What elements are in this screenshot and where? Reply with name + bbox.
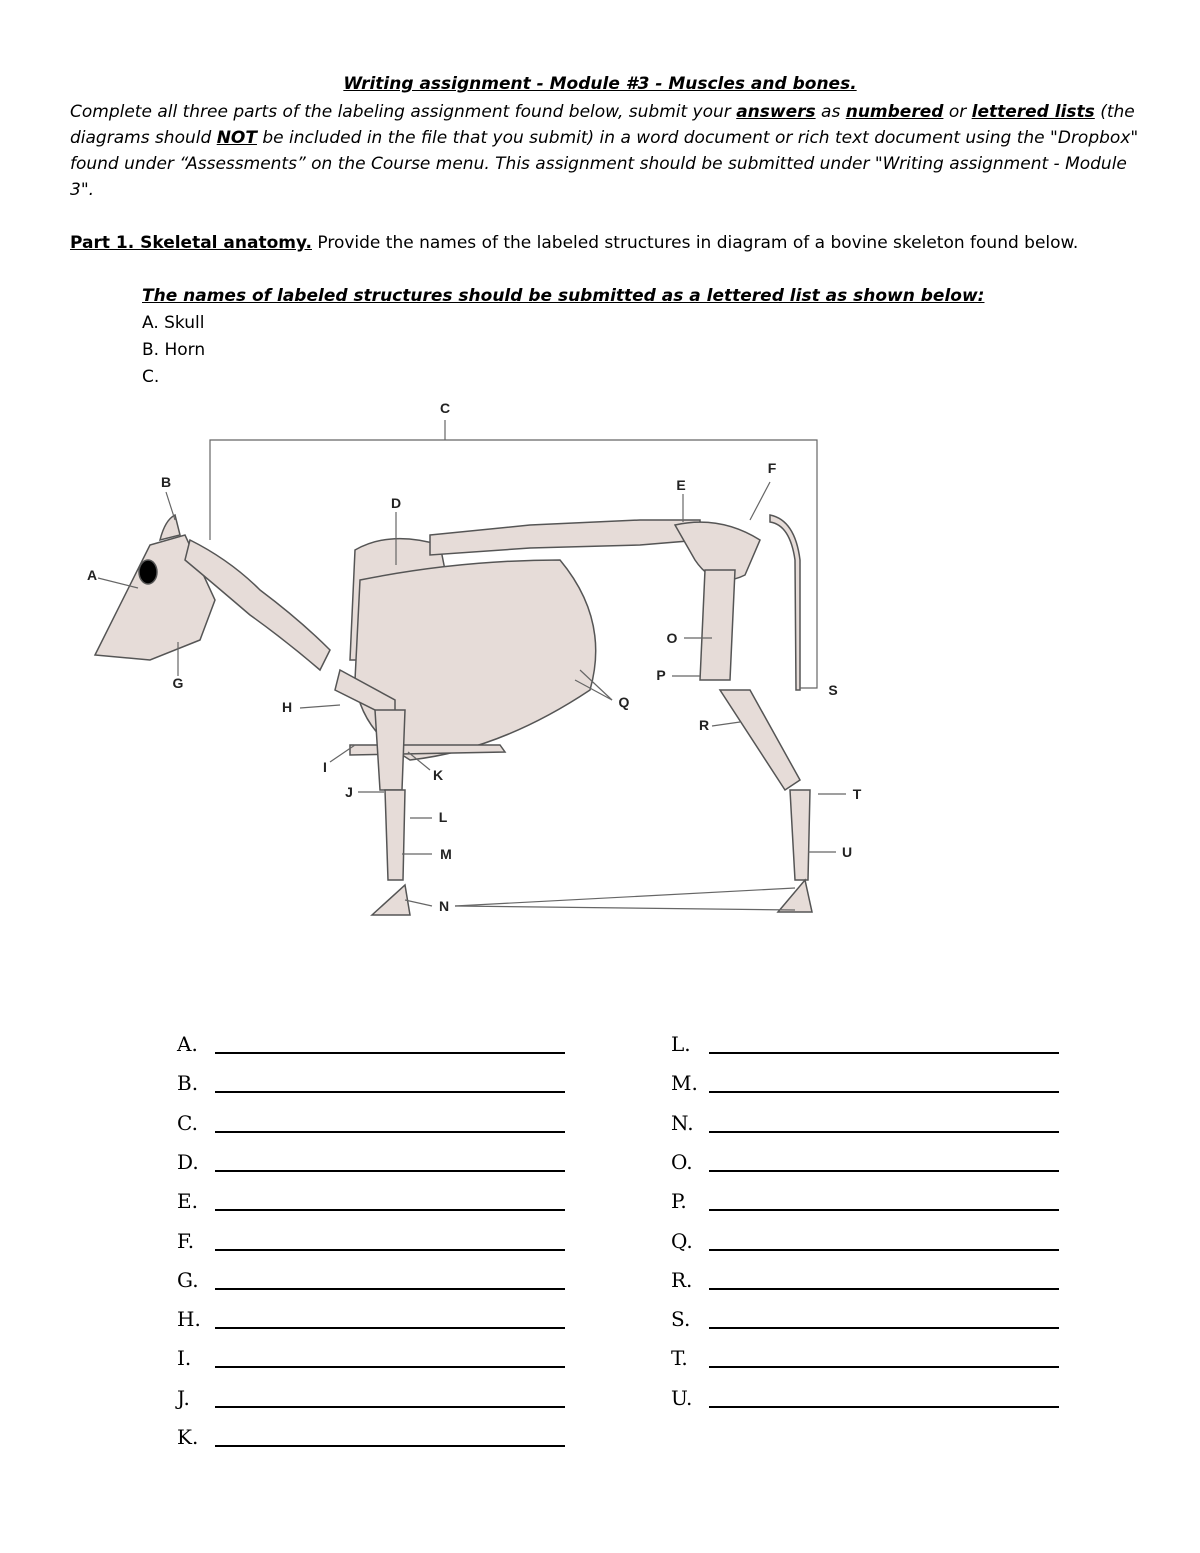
diagram-label-a: A [86, 567, 98, 583]
answer-label: H. [177, 1307, 201, 1332]
answer-blank-line[interactable] [215, 1209, 565, 1211]
intro-numbered: numbered [845, 102, 944, 122]
diagram-label-t: T [852, 786, 862, 802]
diagram-label-r: R [698, 717, 710, 733]
answer-blank-line[interactable] [709, 1288, 1059, 1290]
front-cannon [385, 790, 405, 880]
example-item: C. [142, 367, 160, 387]
tail [770, 515, 800, 690]
answer-label: P. [671, 1189, 687, 1214]
intro-answers: answers [736, 102, 816, 122]
answer-blank-line[interactable] [709, 1249, 1059, 1251]
leader-n2 [455, 906, 795, 910]
answer-blank-line[interactable] [709, 1131, 1059, 1133]
part1-heading: Part 1. Skeletal anatomy. [70, 233, 312, 253]
front-hoof [372, 885, 410, 915]
answer-blank-line[interactable] [709, 1406, 1059, 1408]
diagram-label-o: O [666, 630, 678, 646]
diagram-label-e: E [676, 477, 686, 493]
radius-ulna [375, 710, 405, 790]
bovine-skeleton-diagram [80, 395, 880, 940]
answer-label: Q. [671, 1228, 693, 1253]
diagram-label-q: Q [618, 694, 630, 710]
answer-label: C. [177, 1110, 198, 1135]
assignment-instructions [70, 99, 1140, 203]
leader-f [750, 482, 770, 520]
answer-blank-line[interactable] [215, 1052, 565, 1054]
answer-blank-line[interactable] [709, 1209, 1059, 1211]
diagram-label-g: G [172, 675, 184, 691]
diagram-label-k: K [432, 767, 444, 783]
answer-label: S. [671, 1307, 691, 1332]
diagram-label-l: L [438, 809, 448, 825]
horn-shape [160, 515, 180, 540]
answer-label: K. [177, 1425, 199, 1449]
answer-label: F. [177, 1228, 195, 1253]
diagram-label-s: S [828, 682, 838, 698]
part1-line [70, 233, 1078, 253]
diagram-label-n: N [438, 898, 450, 914]
diagram-label-p: P [656, 667, 666, 683]
intro-not: NOT [216, 128, 257, 148]
answer-label: R. [671, 1267, 693, 1292]
answer-label: I. [177, 1346, 192, 1371]
answer-blank-line[interactable] [215, 1170, 565, 1172]
answer-blank-line[interactable] [709, 1091, 1059, 1093]
leader-b [166, 492, 175, 520]
answer-label: B. [177, 1071, 199, 1096]
eye-orbit [139, 560, 157, 584]
answer-label: G. [177, 1267, 199, 1292]
diagram-label-f: F [767, 460, 777, 476]
example-item: B. Horn [142, 340, 206, 360]
answer-label: M. [671, 1071, 698, 1096]
hind-cannon [790, 790, 810, 880]
example-item: A. Skull [142, 313, 205, 333]
tibia [720, 690, 800, 790]
part1-subheading: The names of labeled structures should be submitted as a lettered list as shown below: [142, 286, 985, 306]
intro-text: Complete all three parts of the labeling assignment found below, submit your [70, 102, 737, 122]
assignment-title: Writing assignment - Module #3 - Muscles and bones. [343, 74, 857, 94]
diagram-label-b: B [160, 474, 172, 490]
answer-blank-line[interactable] [215, 1091, 565, 1093]
intro-lettered: lettered lists [971, 102, 1095, 122]
answer-blank-line[interactable] [709, 1327, 1059, 1329]
answer-label: E. [177, 1189, 198, 1214]
diagram-label-j: J [345, 784, 353, 800]
answer-blank-line[interactable] [215, 1445, 565, 1447]
answer-blank-line[interactable] [709, 1170, 1059, 1172]
answer-blank-line[interactable] [215, 1249, 565, 1251]
answer-label: L. [671, 1032, 691, 1056]
spine [430, 520, 700, 555]
leader-r [712, 722, 740, 726]
answer-label: A. [177, 1032, 198, 1056]
diagram-label-d: D [390, 495, 402, 511]
answer-label: T. [671, 1346, 688, 1371]
answer-blank-line[interactable] [709, 1052, 1059, 1054]
answer-label: D. [177, 1149, 199, 1174]
diagram-label-h: H [281, 699, 293, 715]
leader-n1 [455, 888, 795, 906]
answer-blank-line[interactable] [215, 1288, 565, 1290]
diagram-label-u: U [841, 844, 853, 860]
answer-blank-line[interactable] [215, 1131, 565, 1133]
answer-blank-line[interactable] [215, 1406, 565, 1408]
answer-blank-line[interactable] [215, 1366, 565, 1368]
leader-h [300, 705, 340, 708]
answer-blank-line[interactable] [709, 1366, 1059, 1368]
answer-label: N. [671, 1110, 694, 1135]
answer-label: U. [671, 1385, 693, 1410]
diagram-label-c: C [439, 400, 451, 416]
answer-label: O. [671, 1149, 693, 1174]
part1-instruction: Provide the names of the labeled structures in diagram of a bovine skeleton found below. [311, 233, 1079, 253]
skeleton-bones [95, 515, 812, 915]
answer-label: J. [177, 1385, 190, 1410]
femur [700, 570, 735, 680]
sternum [350, 745, 505, 755]
intro-text: (the diagrams should [70, 102, 1135, 148]
answer-blank-line[interactable] [215, 1327, 565, 1329]
diagram-label-m: M [440, 846, 452, 862]
intro-text: be included in the file that you submit) in a word document or rich text document using the "Dropbox" found under “Assessments” on the Course menu. This assignment should be submitted under "Writing assignment - Module 3". [70, 128, 1139, 200]
hind-hoof [778, 880, 812, 912]
intro-text: or [943, 102, 972, 122]
intro-text: as [815, 102, 846, 122]
diagram-label-i: I [323, 759, 327, 775]
